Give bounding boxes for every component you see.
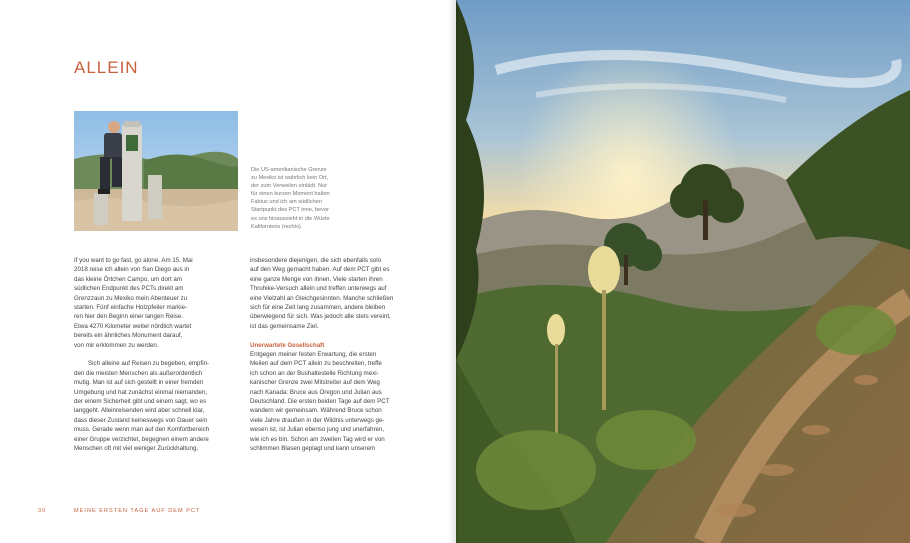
section-subheading: Unerwartete Gesellschaft [250, 341, 325, 349]
landscape-illustration [456, 0, 910, 543]
text-line: Umgebung und hat zunächst einmal niemanden, [74, 388, 208, 396]
hiker-at-border-monument-photo [74, 111, 238, 231]
paragraph [74, 256, 238, 350]
text-line: ren hier den Beginn einer langen Reise. [74, 313, 184, 321]
text-line: viele Jahre draußen in der Wildnis unterwegs ge- [250, 416, 385, 424]
text-line: dass dieser Zustand keineswegs von Dauer sein [74, 416, 208, 424]
text-line: ist das gemeinsame Ziel. [250, 322, 319, 330]
text-line: langgeht. Alleinreisenden wird aber schnell klar, [74, 407, 205, 415]
text-column-2 [250, 256, 415, 454]
text-line: einer Gruppe verzichtet, begegnen einem andere [74, 435, 209, 443]
text-line: südlichen Endpunkt des PCTs direkt am [74, 285, 184, 293]
text-line: 2018 reise ich allein von San Diego aus in [74, 266, 190, 274]
text-line: wesen ist, ist Julian ebenso jung und unerfahren, [250, 426, 385, 434]
caption-line: der zum Verweilen einlädt. Nur [251, 183, 328, 190]
page-number: 30 [38, 508, 47, 514]
text-line: eine ganze Menge von ihnen. Viele starten ihren [250, 275, 383, 283]
caption-line: Startpunkt des PCT inne, bevor [251, 207, 329, 214]
text-line: Grenzzaun zu Mexiko mein Abenteuer zu [74, 294, 188, 302]
text-line: Meilen auf dem PCT allein zu beschreiten, treffe [250, 360, 382, 368]
text-line: kanischer Grenze zwei Mitstreiter auf dem Weg [250, 379, 380, 387]
text-line: Deutschland. Die ersten beiden Tage auf dem PCT [250, 398, 390, 406]
text-line: eine Vielzahl an Gleichgesinnten. Manche schließen [250, 294, 394, 302]
caption-line: es uns hinauszieht in die Wüste [251, 215, 330, 222]
text-line: überwiegend für sich. Was jedoch alle stets vereint, [250, 313, 391, 321]
text-line: den die meisten Menschen als außerordentlich [74, 369, 203, 377]
caption-line: zu Mexiko ist wahrlich kein Ort, [251, 175, 329, 182]
text-line: bereits ein ähnliches Monument darauf, [74, 332, 183, 340]
paragraph [74, 359, 238, 453]
caption-line: Fabius und ich am südlichen [251, 199, 322, 206]
text-line: sich für eine Zeit lang zusammen, andere bleiben [250, 304, 386, 312]
caption-line: Die US-amerikanische Grenze [251, 167, 327, 173]
paragraph [250, 256, 415, 331]
text-line: schlimmen Blasen geplagt und kann unserem [250, 445, 376, 453]
text-line: mutig. Man ist auf sich gestellt in einer fremden [74, 379, 204, 387]
text-line: wandern wir gemeinsam. Während Bruce schon [250, 407, 382, 415]
text-line: muss. Gerade wenn man auf den Komfortbereich [74, 426, 210, 434]
text-line: Entgegen meiner festen Erwartung, die ersten [250, 351, 377, 359]
running-head: MEINE ERSTEN TAGE AUF DEM PCT [74, 508, 201, 514]
caption-line: für einen kurzen Moment halten [251, 191, 330, 198]
text-line: nach Kanada: Bruce aus Oregon und Julian aus [250, 388, 382, 396]
text-line: Etwa 4270 Kilometer weiter nördlich wartet [74, 322, 192, 330]
text-line: auf den Weg gemacht haben. Auf dem PCT gibt es [250, 266, 390, 274]
page-title: ALLEIN [74, 58, 139, 77]
text-line: Thruhike-Versuch allein und treffen unterwegs auf [250, 285, 387, 293]
text-column-1 [74, 256, 238, 454]
text-line: Menschen oft mit viel weniger Zurückhaltung, [74, 445, 199, 453]
photo-caption [251, 166, 361, 231]
photo-illustration [74, 111, 238, 231]
text-line: ich schon an der Bushaltestelle Richtung mexi- [250, 369, 379, 377]
text-line: von mir erklommen zu werden. [74, 341, 159, 349]
text-line: das kleine Örtchen Campo, um dort am [74, 275, 182, 283]
paragraph [250, 350, 415, 453]
text-line: der einem Sicherheit gibt und einem sagt, wo es [74, 398, 207, 406]
text-line: If you want to go fast, go alone. Am 15. Mai [74, 257, 193, 264]
text-line: starten. Fünf einfache Holzpfeiler markie- [74, 304, 188, 312]
text-line: insbesondere diejenigen, die sich ebenfalls solo [250, 257, 382, 264]
text-line: Sich alleine auf Reisen zu begeben, empfin- [88, 360, 210, 368]
text-line: wie ich es bin. Schon am zweiten Tag wird er von [250, 435, 385, 443]
mountain-trail-sunset-photo [456, 0, 910, 543]
caption-line: Kaliforniens (rechts). [251, 223, 303, 230]
